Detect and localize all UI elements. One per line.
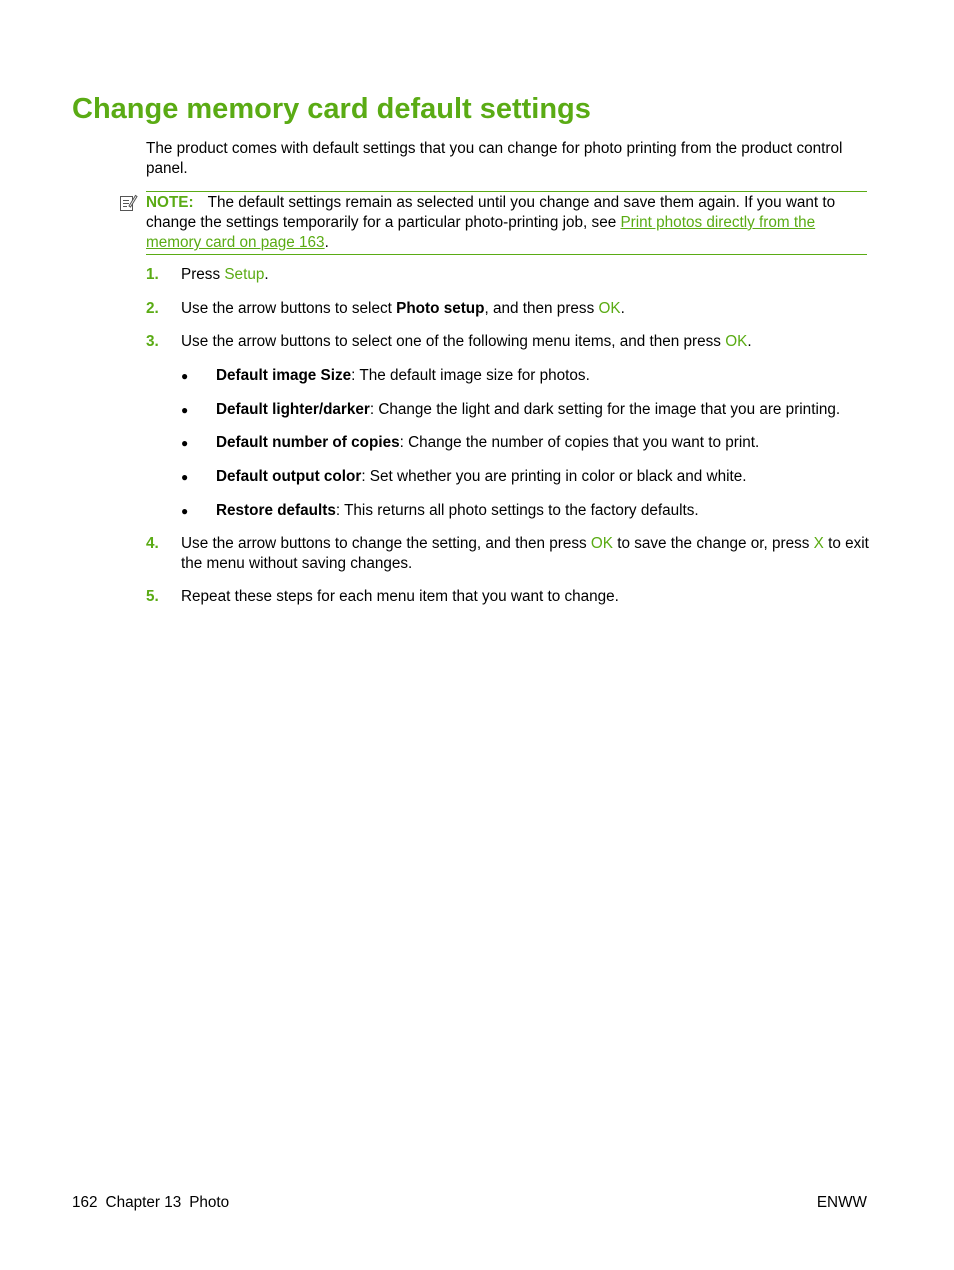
bullet-item — [181, 366, 871, 386]
print-photos-link[interactable]: Print photos directly from the memory card on page 163 — [146, 214, 816, 251]
bullet-glyph: ● — [181, 403, 189, 417]
bullet-term: Default number of copies — [216, 434, 400, 451]
step-3 — [146, 332, 870, 352]
bullet-term: Restore defaults — [216, 502, 336, 519]
step-text-mid: to save the change or, press — [612, 535, 814, 552]
footer-right: ENWW — [816, 1194, 867, 1211]
step-text-end: to exit the menu without saving changes. — [181, 535, 869, 572]
bullet-term: Default output color — [216, 468, 362, 485]
note-pencil-icon — [119, 193, 138, 212]
note-box — [146, 191, 867, 255]
bullet-item — [181, 400, 871, 420]
step-1 — [146, 265, 870, 285]
bullet-term: Default lighter/darker — [216, 401, 370, 418]
bullet-term: Default image Size — [216, 367, 352, 384]
step-2 — [146, 299, 870, 319]
ok-button-ref: OK — [598, 300, 621, 317]
step-number: 5. — [146, 588, 159, 605]
ok-button-ref: OK — [725, 333, 748, 350]
bullet-desc: : The default image size for photos. — [351, 367, 590, 384]
step-text-end: . — [264, 266, 269, 283]
setup-button-ref: Setup — [224, 266, 265, 283]
step-number: 1. — [146, 266, 159, 283]
bullet-desc: : Change the number of copies that you want to print. — [399, 434, 760, 451]
step-5 — [146, 587, 870, 607]
step-number: 3. — [146, 333, 159, 350]
step-text-mid: , and then press — [484, 300, 599, 317]
bullet-item — [181, 467, 871, 487]
step-text: Use the arrow buttons to select one of the following menu items, and then press — [181, 333, 726, 350]
note-text-end: . — [324, 234, 329, 251]
page-number: 162 — [72, 1194, 98, 1211]
bullet-glyph: ● — [181, 436, 189, 450]
step-text: Press — [181, 266, 225, 283]
step-number: 4. — [146, 535, 159, 552]
page-title: Change memory card default settings — [72, 93, 591, 125]
note-label: NOTE: — [146, 194, 194, 211]
step-text: Use the arrow buttons to select — [181, 300, 397, 317]
section-label: Photo — [189, 1194, 230, 1211]
bullet-desc: : This returns all photo settings to the factory defaults. — [335, 502, 699, 519]
bullet-glyph: ● — [181, 470, 189, 484]
bullet-desc: : Change the light and dark setting for the image that you are printing. — [369, 401, 841, 418]
cancel-x-button-ref: X — [813, 535, 824, 552]
step-text: Repeat these steps for each menu item that you want to change. — [181, 588, 619, 605]
ok-button-ref: OK — [590, 535, 613, 552]
step-4 — [146, 534, 870, 574]
step-number: 2. — [146, 300, 159, 317]
bullet-desc: : Set whether you are printing in color or black and white. — [361, 468, 747, 485]
photo-setup-term: Photo setup — [396, 300, 485, 317]
bullet-glyph: ● — [181, 504, 189, 518]
step-text: Use the arrow buttons to change the setting, and then press — [181, 535, 591, 552]
step-text-end: . — [620, 300, 625, 317]
intro-paragraph: The product comes with default settings that you can change for photo printing from the product control panel. — [146, 140, 843, 177]
step-text-end: . — [747, 333, 752, 350]
footer-left — [72, 1193, 237, 1213]
chapter-label: Chapter 13 — [105, 1194, 182, 1211]
bullet-glyph: ● — [181, 369, 189, 383]
note-text: The default settings remain as selected until you change and save them again. If you want to change the settings temporarily for a particular photo-printing job, see — [146, 194, 836, 231]
bullet-item — [181, 501, 871, 521]
bullet-item — [181, 433, 871, 453]
